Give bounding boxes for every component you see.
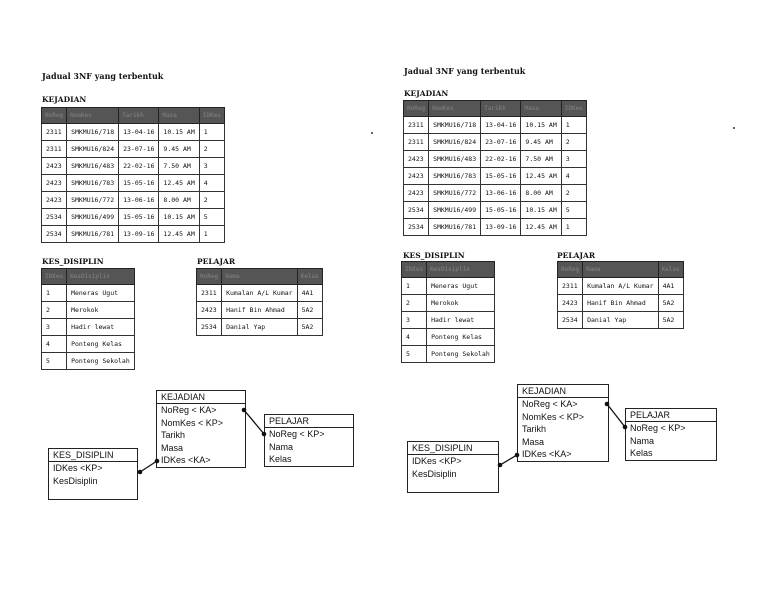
table-cell: 10.15 AM [521, 202, 561, 219]
table-cell: Ponteng Kelas [427, 329, 495, 346]
column-header: Kelas [297, 269, 322, 285]
table-cell: Ponteng Kelas [67, 336, 135, 353]
table-cell: 3 [199, 158, 224, 175]
document-heading: Jadual 3NF yang terbentuk [42, 71, 164, 81]
table-cell: SMKMU16/824 [429, 134, 481, 151]
erd-kejadian-title: KEJADIAN [157, 391, 245, 404]
table-cell: SMKMU16/772 [67, 192, 119, 209]
table-cell: 3 [561, 151, 586, 168]
erd-pelajar-title: PELAJAR [265, 415, 353, 428]
column-header: Tarikh [481, 101, 521, 117]
table-cell: Meneras Ugut [427, 278, 495, 295]
table-cell: SMKMU16/718 [429, 117, 481, 134]
table-cell: 1 [42, 285, 67, 302]
table-cell: Hadir lewat [427, 312, 495, 329]
table-cell: 4 [561, 168, 586, 185]
column-header: NoReg [558, 262, 583, 278]
table-cell: 2423 [404, 151, 429, 168]
entity-attribute: NomKes < KP> [161, 417, 224, 428]
table-cell: 15-05-16 [481, 202, 521, 219]
table-cell: 7.50 AM [159, 158, 199, 175]
scan-speck [733, 127, 735, 129]
table-cell: Merokok [67, 302, 135, 319]
table-cell: SMKMU16/499 [429, 202, 481, 219]
table-cell: 2 [42, 302, 67, 319]
table-cell: 9.45 AM [521, 134, 561, 151]
table-cell: 3 [402, 312, 427, 329]
table-cell: 4 [199, 175, 224, 192]
table-cell: Danial Yap [583, 312, 659, 329]
table-cell: SMKMU16/783 [429, 168, 481, 185]
table-cell: 5 [561, 202, 586, 219]
table-cell: 2423 [404, 185, 429, 202]
table-cell: 15-05-16 [119, 209, 159, 226]
column-header: NomKes [429, 101, 481, 117]
table-cell: Ponteng Sekolah [67, 353, 135, 370]
table-cell: 1 [199, 226, 224, 243]
relationship-line-pelajar [607, 404, 625, 427]
entity-attribute: IDKes <KP> [412, 456, 462, 466]
table-cell: Kumalan A/L Kumar [222, 285, 298, 302]
relationship-dot [605, 402, 610, 407]
table-cell: 1 [561, 117, 586, 134]
table-cell: 12.45 AM [521, 168, 561, 185]
column-header: NoReg [197, 269, 222, 285]
table-cell: 2423 [197, 302, 222, 319]
column-header: Nama [222, 269, 298, 285]
table-cell: 23-07-16 [481, 134, 521, 151]
relationship-dot [498, 463, 503, 468]
table-cell: SMKMU16/781 [67, 226, 119, 243]
table-cell: Danial Yap [222, 319, 298, 336]
entity-attribute: NoReg < KA> [161, 405, 217, 415]
relationship-dot [623, 425, 628, 430]
table-cell: 2423 [42, 192, 67, 209]
table-cell: 12.45 AM [159, 226, 199, 243]
table-cell: 5 [199, 209, 224, 226]
entity-attribute: IDKes <KP> [53, 463, 103, 473]
pelajar-table-label: PELAJAR [197, 257, 236, 266]
table-cell: 2423 [42, 158, 67, 175]
table-cell: SMKMU16/483 [429, 151, 481, 168]
table-cell: 9.45 AM [159, 141, 199, 158]
table-cell: 15-05-16 [481, 168, 521, 185]
table-cell: 2534 [42, 226, 67, 243]
table-cell: 2311 [42, 141, 67, 158]
table-cell: 15-05-16 [119, 175, 159, 192]
column-header: IDKes [199, 108, 224, 124]
column-header: Kelas [658, 262, 683, 278]
table-cell: 2423 [558, 295, 583, 312]
column-header: NomKes [67, 108, 119, 124]
table-cell: 13-09-16 [119, 226, 159, 243]
table-cell: 2423 [42, 175, 67, 192]
table-cell: 4A1 [297, 285, 322, 302]
table-cell: SMKMU16/483 [67, 158, 119, 175]
table-cell: SMKMU16/783 [67, 175, 119, 192]
kes-disiplin-table-label: KES_DISIPLIN [403, 251, 465, 260]
table-cell: 1 [199, 124, 224, 141]
column-header: NoReg [404, 101, 429, 117]
entity-attribute: Kelas [269, 454, 292, 464]
table-cell: Ponteng Sekolah [427, 346, 495, 363]
column-header: Masa [521, 101, 561, 117]
kejadian-table-label: KEJADIAN [42, 95, 87, 104]
table-cell: 2 [402, 295, 427, 312]
table-cell: 5A2 [658, 312, 683, 329]
table-cell: 5 [402, 346, 427, 363]
table-cell: 13-06-16 [481, 185, 521, 202]
table-cell: 2534 [558, 312, 583, 329]
erd-kes-disiplin-title: KES_DISIPLIN [49, 449, 137, 462]
table-cell: 4 [42, 336, 67, 353]
table-cell: 5A2 [297, 302, 322, 319]
table-cell: 2534 [42, 209, 67, 226]
table-cell: 2534 [404, 202, 429, 219]
entity-attribute: NomKes < KP> [522, 411, 585, 422]
column-header: Masa [159, 108, 199, 124]
table-cell: 5A2 [297, 319, 322, 336]
column-header: KesDisiplin [67, 269, 135, 285]
column-header: IDKes [402, 262, 427, 278]
table-cell: 2534 [404, 219, 429, 236]
relationship-dot [515, 453, 520, 458]
scan-speck [371, 132, 373, 134]
column-header: KesDisiplin [427, 262, 495, 278]
table-cell: 4A1 [658, 278, 683, 295]
table-cell: 22-02-16 [119, 158, 159, 175]
column-header: Nama [583, 262, 659, 278]
entity-attribute: NoReg < KP> [269, 429, 325, 439]
table-cell: Hanif Bin Ahmad [222, 302, 298, 319]
entity-attribute: KesDisiplin [412, 468, 457, 479]
column-header: Tarikh [119, 108, 159, 124]
erd-kejadian-title: KEJADIAN [518, 385, 608, 398]
table-cell: 2311 [404, 117, 429, 134]
column-header: IDKes [561, 101, 586, 117]
table-cell: Merokok [427, 295, 495, 312]
table-cell: 2 [199, 192, 224, 209]
erd-kes-disiplin-title: KES_DISIPLIN [408, 442, 498, 455]
table-cell: 10.15 AM [159, 209, 199, 226]
entity-attribute: IDKes <KA> [161, 455, 211, 465]
table-cell: 22-02-16 [481, 151, 521, 168]
relationship-line-kes-disiplin [500, 455, 517, 465]
entity-attribute: Kelas [630, 448, 653, 458]
table-cell: 1 [402, 278, 427, 295]
table-cell: 2311 [558, 278, 583, 295]
table-cell: 12.45 AM [521, 219, 561, 236]
table-cell: SMKMU16/499 [67, 209, 119, 226]
table-cell: 2 [199, 141, 224, 158]
column-header: IDKes [42, 269, 67, 285]
table-cell: 7.50 AM [521, 151, 561, 168]
table-cell: 2423 [404, 168, 429, 185]
table-cell: 2 [561, 185, 586, 202]
table-cell: 13-04-16 [119, 124, 159, 141]
table-cell: 13-04-16 [481, 117, 521, 134]
erd-pelajar-title: PELAJAR [626, 409, 716, 422]
table-cell: 2311 [404, 134, 429, 151]
table-cell: 23-07-16 [119, 141, 159, 158]
column-header: NoReg [42, 108, 67, 124]
table-cell: 13-06-16 [119, 192, 159, 209]
table-cell: 2534 [197, 319, 222, 336]
table-cell: 5 [42, 353, 67, 370]
table-cell: Meneras Ugut [67, 285, 135, 302]
table-cell: Hadir lewat [67, 319, 135, 336]
table-cell: 3 [42, 319, 67, 336]
entity-attribute: Masa [522, 436, 545, 447]
table-cell: 5A2 [658, 295, 683, 312]
table-cell: 8.00 AM [159, 192, 199, 209]
table-cell: 2311 [42, 124, 67, 141]
table-cell: 1 [561, 219, 586, 236]
table-cell: SMKMU16/772 [429, 185, 481, 202]
entity-attribute: Tarikh [161, 430, 186, 440]
kes-disiplin-table-label: KES_DISIPLIN [42, 257, 104, 266]
table-cell: Kumalan A/L Kumar [583, 278, 659, 295]
entity-attribute: Nama [630, 435, 655, 446]
entity-attribute: Masa [161, 442, 184, 453]
table-cell: Hanif Bin Ahmad [583, 295, 659, 312]
table-cell: SMKMU16/824 [67, 141, 119, 158]
entity-attribute: NoReg < KP> [630, 423, 686, 433]
table-cell: 2 [561, 134, 586, 151]
document-heading: Jadual 3NF yang terbentuk [404, 66, 526, 76]
table-cell: SMKMU16/718 [67, 124, 119, 141]
table-cell: 10.15 AM [159, 124, 199, 141]
table-cell: SMKMU16/781 [429, 219, 481, 236]
entity-attribute: KesDisiplin [53, 475, 98, 486]
table-cell: 4 [402, 329, 427, 346]
entity-attribute: Nama [269, 441, 294, 452]
entity-attribute: IDKes <KA> [522, 449, 572, 459]
entity-attribute: NoReg < KA> [522, 399, 578, 409]
pelajar-table-label: PELAJAR [557, 251, 596, 260]
table-cell: 13-09-16 [481, 219, 521, 236]
table-cell: 2311 [197, 285, 222, 302]
kejadian-table-label: KEJADIAN [404, 89, 449, 98]
table-cell: 10.15 AM [521, 117, 561, 134]
table-cell: 12.45 AM [159, 175, 199, 192]
table-cell: 8.00 AM [521, 185, 561, 202]
entity-attribute: Tarikh [522, 424, 547, 434]
